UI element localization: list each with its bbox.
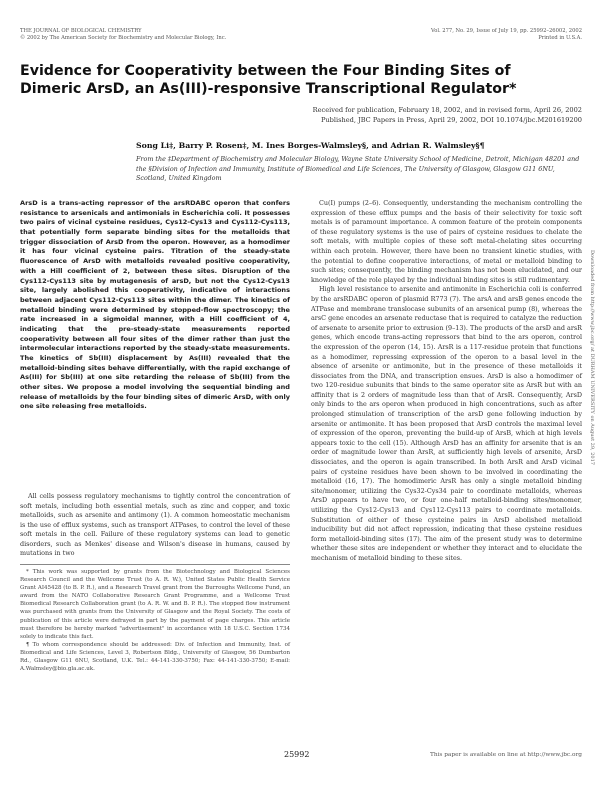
received-line: Received for publication, February 18, 2002, and in revised form, April 26, 2002	[312, 106, 582, 114]
intro-right-column	[311, 199, 582, 564]
journal-name: THE JOURNAL OF BIOLOGICAL CHEMISTRY	[20, 28, 142, 34]
download-watermark-text: Downloaded from http://www.jbc.org/ at DURHAM UNIVERSITY on August 29, 2017	[589, 250, 595, 465]
funding-footnote: * This work was supported by grants from the Biotechnology and Biological Sciences Research Council and the Wellcome Trust (to A. R. W.), United States Public Health Service Grant AI45428 (to B. P. R.), and a Research Travel grant from the Burroughs Wellcome Fund, an award from the NATO Collaborative Research Grant Programme, and a Wellcome Trust Biomedical Research Collaboration grant (to A. R. W. and B. P. R.). The stopped flow instrument was purchased with grants from the University of Glasgow and the Royal Society. The costs of publication of this article were defrayed in part by the payment of page charges. This article must therefore be hereby marked "advertisement" in accordance with 18 U.S.C. Section 1734 solely to indicate this fact.	[20, 569, 290, 640]
footnotes	[20, 564, 290, 673]
volume-line: Vol. 277, No. 29, Issue of July 19, pp. 25992–26002, 2002	[430, 28, 582, 34]
abstract-text: ArsD is a trans-acting repressor of the arsRDABC operon that confers resistance to arsenicals and antimonials in Escherichia coli. It possesses two pairs of vicinal cysteine residues, Cys12-Cys13 and Cys112-Cys113, that potentially form separate binding sites for the metalloids that trigger dissociation of ArsD from the operon. However, as a homodimer it has four vicinal cysteine pairs. Titration of the steady-state fluorescence of ArsD with metalloids revealed positive cooperativity, with a Hill coefficient of 2, between these sites. Disruption of the Cys112-Cys113 site by mutagenesis of arsD, but not the Cys12-Cys13 site, largely abolished this cooperativity, indicative of interactions between adjacent Cys112-Cys113 sites within the dimer. The kinetics of metalloid binding were determined by stopped-flow spectroscopy; the rate increased in a sigmoidal manner, with a Hill coefficient of 4, indicating that the pre-steady-state measurements reported cooperativity between all four sites of the dimer rather than just the intermolecular interactions reported by the steady-state measurements. The kinetics of Sb(III) displacement by As(III) revealed that the metalloid-binding sites behave differentially, with the rapid exchange of As(III) for Sb(III) at one site retarding the release of Sb(III) from the other sites. We propose a model involving the sequential binding and release of metalloids by the four binding sites of dimeric ArsD, with only one site releasing free metalloids.	[20, 199, 290, 411]
download-watermark	[588, 250, 597, 750]
published-line: Published, JBC Papers in Press, April 29, 2002, DOI 10.1074/jbc.M201619200	[321, 115, 582, 124]
availability-note: This paper is available on line at http://www.jbc.org	[429, 752, 582, 758]
abstract	[20, 199, 290, 412]
article-title: Evidence for Cooperativity between the Four Binding Sites of Dimeric ArsD, an As(III)-responsive Transcriptional Regulator*	[20, 63, 517, 97]
intro-paragraph: All cells possess regulatory mechanisms to tightly control the concentration of soft metals, including both essential metals, such as zinc and copper, and toxic metalloids, such as arsenite and antimony (1). A common homeostatic mechanism is the use of efflux systems, such as transport ATPases, to control the level of these soft metals in the cell. Failure of these regulatory systems can lead to genetic disorders, such as Menkes' disease and Wilson's disease in humans, caused by mutations in two	[20, 492, 290, 558]
author-list: Song Li‡, Barry P. Rosen‡, M. Ines Borges-Walmsley§, and Adrian R. Walmsley§¶	[136, 141, 485, 150]
page-number: 25992	[284, 750, 310, 759]
right-paragraph-2: High level resistance to arsenite and antimonite in Escherichia coli is conferred by the arsRDABC operon of plasmid R773 (7). The arsA and arsB genes encode the ATPase and membrane translocase subunits of an arsenical pump (8), whereas the arsC gene encodes an arsenate reductase that is required to catalyze the reduction of arsenate to arsenite prior to extrusion (9–13). The products of the arsD and arsR genes, which encode trans-acting repressors that bind to the ars operon, control the expression of the operon (14, 15). ArsR is a 117-residue protein that functions as a homodimer, repressing expression of the operon to a basal level in the absence of arsenite or antimonite, but in the presence of these metalloids it dissociates from the DNA, and transcription ensues. ArsD is also a homodimer of two 120-residue subunits that binds to the same operator site as ArsR but with an affinity that is 2 orders of magnitude less than that of ArsR. Consequently, ArsD only binds to the ars operon when produced in high concentrations, such as after prolonged stimulation of transcription of the arsD gene following induction by arsenite or antimonite. It has been proposed that ArsD controls the maximal level of expression of the operon, preventing the build-up of ArsB, which at high levels appears toxic to the cell (15). Although ArsD has an affinity for arsenite that is an order of magnitude lower than ArsR, at sufficiently high levels of arsenite, ArsD dissociates, and the operon is again transcribed. In both ArsR and ArsD vicinal pairs of cysteine residues have been shown to be involved in coordinating the metalloid (16, 17). The homodimeric ArsR has only a single metalloid binding site/monomer, utilizing the Cys32-Cys34 pair to coordinate metalloids, whereas ArsD appears to have two, or four one-half metalloid-binding sites/monomer, utilizing the Cys12-Cys13 and Cys112-Cys113 pairs to coordinate metalloids. Substitution of either of these cysteine pairs in ArsD abolished metalloid inducibility but did not affect repression, indicating that these cysteine residues form metalloid-binding sites (17). The aim of the present study was to determine whether these sites are independent or whether they interact and to elucidate the mechanism of metalloid binding to these sites.	[311, 285, 582, 562]
printed-line: Printed in U.S.A.	[538, 35, 582, 41]
copyright-line: © 2002 by The American Society for Biochemistry and Molecular Biology, Inc.	[20, 35, 227, 41]
right-paragraph-1: Cu(I) pumps (2–6). Consequently, understanding the mechanism controlling the expression of these efflux pumps and the basis of their selectivity for toxic soft metals is of paramount importance. A common feature of the protein components of these regulatory systems is the use of pairs of cysteine residues to chelate the soft metals, with multiple copies of these soft metal-chelating sites occurring within each protein. However, there have been no transient kinetic studies, with the potential to define cooperative interactions, of metal or metalloid binding to such sites; consequently, the binding mechanism has not been elucidated, and our knowledge of the role played by the individual binding sites is still rudimentary.	[311, 199, 582, 284]
correspondence-footnote: ¶ To whom correspondence should be addressed: Div. of Infection and Immunity, Inst. of Biomedical and Life Sciences, Level 3, Robertson Bldg., University of Glasgow, 56 Dumbarton Rd., Glasgow G11 6NU, Scotland, U.K. Tel.: 44-141-330-3750; Fax: 44-141-330-3750; E-mail: A.Walmsley@bio.gla.ac.uk.	[20, 641, 290, 673]
intro-left-column	[20, 492, 290, 559]
publication-history	[186, 106, 582, 125]
affiliations: From the ‡Department of Biochemistry and Molecular Biology, Wayne State University School of Medicine, Detroit, Michigan 48201 and the §Division of Infection and Immunity, Institute of Biomedical and Life Sciences, The University of Glasgow, Glasgow G11 6NU, Scotland, United Kingdom	[136, 155, 580, 182]
